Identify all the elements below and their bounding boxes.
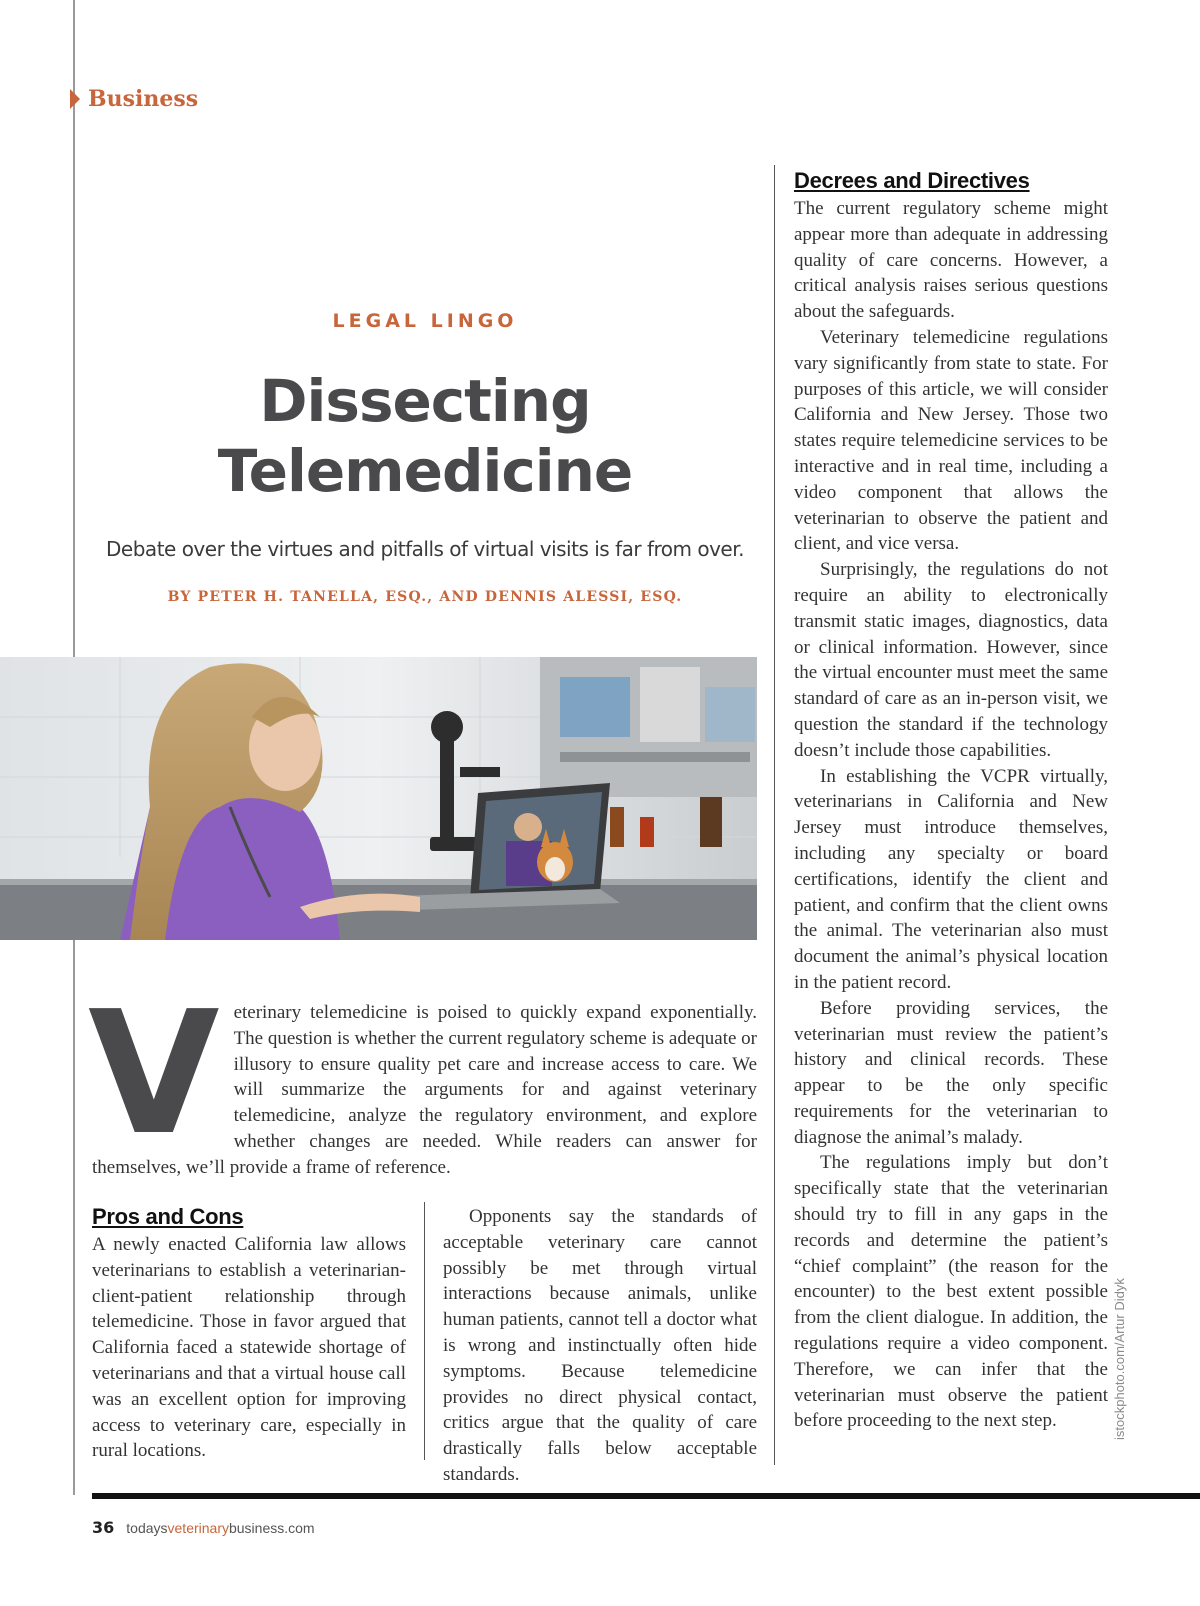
pros-cons-paragraph-1: A newly enacted California law allows veterinarians to establish a veterinarian-client-patient relationship through telemedicine. Those in favor argued that California faced a statewide shortage of veterinarians and that a virtual house call was an excellent option for improving access to veterinary care, especially in rural locations. (92, 1234, 406, 1462)
title-line-2: Telemedicine (217, 437, 633, 505)
article-dek: Debate over the virtues and pitfalls of virtual visits is far from over. (106, 537, 744, 561)
page-footer (92, 1518, 315, 1537)
decrees-paragraph-6: The regulations imply but don’t specifically state that the veterinarian should try to fill in any gaps in the records and determine the patient’s “chief complaint” (the reason for the encounter) to the best extent possible from the client dialogue. In addition, the regulations require a video component. Therefore, we can infer that the veterinarian must observe the patient before proceeding to the next step. (794, 1152, 1108, 1432)
pros-cons-column-1 (92, 1204, 406, 1464)
title-line-1: Dissecting (259, 367, 591, 435)
pros-cons-paragraph-2: Opponents say the standards of acceptable veterinary care cannot possibly be met through virtual interactions because animals, unlike human patients, cannot tell a doctor what is wrong and instinctually often hide symptoms. Because telemedicine provides no direct physical contact, critics argue that the quality of care drastically falls below acceptable standards. (443, 1206, 757, 1485)
section-label: Business (88, 86, 199, 112)
site-url[interactable] (126, 1520, 314, 1536)
site-url-accent: veterinary (167, 1520, 229, 1536)
decrees-paragraph-5: Before providing services, the veterinarian must review the patient’s history and clinical records. These appear to be the only specific requirements for the veterinarian to diagnose the animal’s malady. (794, 997, 1108, 1148)
decrees-paragraph-1: The current regulatory scheme might appear more than adequate in addressing quality of care concerns. However, a critical analysis raises serious questions about the safeguards. (794, 198, 1108, 323)
pros-cons-heading: Pros and Cons (92, 1204, 244, 1229)
decrees-heading: Decrees and Directives (794, 168, 1030, 193)
hero-photo (0, 657, 757, 940)
site-url-prefix: todays (126, 1520, 168, 1536)
decrees-paragraph-2: Veterinary telemedicine regulations vary significantly from state to state. For purposes of this article, we will consider California and New Jersey. Those two states require telemedicine services to be interactive and in real time, including a video component that allows the veterinarian to observe the patient and client, and vice versa. (794, 326, 1108, 555)
section-tag (70, 86, 198, 112)
column-divider-middle (424, 1202, 425, 1460)
decrees-paragraph-4: In establishing the VCPR virtually, veterinarians in California and New Jersey must introduce themselves, including any specialty or board certifications, identify the client and patient, and confirm that the client owns the animal. The veterinarian also must document the animal’s physical location in the patient record. (794, 765, 1108, 993)
page-number: 36 (92, 1518, 115, 1537)
site-url-suffix: business.com (228, 1520, 315, 1536)
article-kicker: LEGAL LINGO (332, 310, 518, 332)
article-byline: BY PETER H. TANELLA, ESQ., AND DENNIS ALESSI, ESQ. (167, 589, 683, 605)
drop-cap: V (88, 975, 220, 1173)
photo-credit: istockphoto.com/Artur Didyk (1112, 1278, 1127, 1440)
footer-rule (92, 1493, 1200, 1499)
decrees-column (794, 168, 1108, 1434)
column-divider-right (774, 165, 775, 1465)
decrees-paragraph-3: Surprisingly, the regulations do not require an ability to electronically transmit static images, diagnostics, data or clinical information. However, since the virtual encounter must meet the same standard of care as an in-person visit, we question the standard if the technology doesn’t include those capabilities. (794, 559, 1108, 761)
intro-text: eterinary telemedicine is poised to quickly expand exponentially. The question is whether the current regulatory scheme is adequate or illusory to ensure quality pet care and increase access to care. We will summarize the arguments for and against veterinary telemedicine, analyze the regulatory environment, and explore whether changes are needed. While readers can answer for themselves, we’ll provide a frame of reference. (92, 1002, 757, 1178)
section-arrow-icon (70, 89, 80, 109)
article-title (75, 366, 775, 506)
intro-paragraph (88, 975, 757, 1181)
pros-cons-column-2 (443, 1204, 757, 1488)
